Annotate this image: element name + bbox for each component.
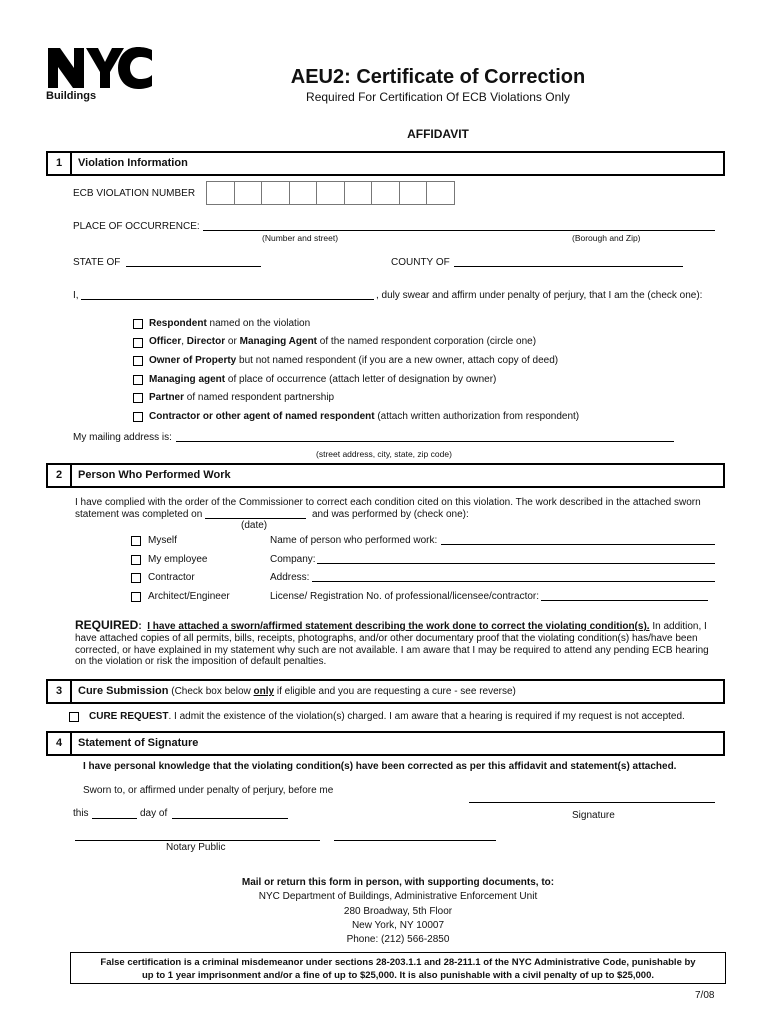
month-field[interactable] [172, 818, 288, 819]
who-contractor: Contractor [148, 572, 195, 583]
option-contractor-agent: Contractor or other agent of named respondent (attach written authorization from respondent) [149, 411, 580, 422]
version-label: 7/08 [695, 990, 715, 1001]
section-title: Person Who Performed Work [78, 469, 231, 481]
who-architect: Architect/Engineer [148, 591, 230, 602]
option-managing-agent: Managing agent of place of occurrence (attach letter of designation by owner) [149, 374, 497, 385]
place-field[interactable] [203, 230, 715, 231]
day-of-label: day of [140, 808, 168, 819]
mailing-label: My mailing address is: [73, 432, 172, 443]
mail-line-1: NYC Department of Buildings, Administrative Enforcement Unit [258, 891, 538, 902]
owner-checkbox[interactable] [133, 356, 143, 366]
performer-name-label: Name of person who performed work: [270, 535, 438, 546]
option-respondent: Respondent named on the violation [149, 318, 311, 329]
compliance-text-2a: statement was completed on [75, 509, 203, 520]
notice-line-1: False certification is a criminal misdemeanor under sections 28-203.1.1 and 28-211.1 of the NYC Administrative Code, punishable by [100, 957, 696, 968]
completion-date-field[interactable] [205, 518, 306, 519]
compliance-text-2b: and was performed by (check one): [312, 509, 469, 520]
digit-box[interactable] [426, 181, 455, 205]
section-1-header [46, 151, 725, 176]
digit-box[interactable] [316, 181, 345, 205]
false-certification-notice [70, 952, 726, 984]
logo-subtitle: Buildings [46, 90, 97, 102]
contractor-agent-checkbox[interactable] [133, 412, 143, 422]
sworn-statement: Sworn to, or affirmed under penalty of perjury, before me [83, 785, 334, 796]
digit-box[interactable] [289, 181, 318, 205]
company-field[interactable] [317, 563, 715, 564]
required-line-4: on the violation or risk the imposition of default penalties. [75, 656, 327, 667]
form-title: AEU2: Certificate of Correction [290, 66, 586, 88]
partner-checkbox[interactable] [133, 393, 143, 403]
digit-box[interactable] [371, 181, 400, 205]
mailing-field[interactable] [176, 441, 674, 442]
notary-date-field[interactable] [334, 840, 496, 841]
mail-heading: Mail or return this form in person, with supporting documents, to: [241, 877, 555, 888]
section-3-header [46, 679, 725, 704]
swear-text: , duly swear and affirm under penalty of perjury, that I am the (check one): [376, 290, 703, 301]
who-employee: My employee [148, 554, 208, 565]
address-field[interactable] [312, 581, 715, 582]
digit-box[interactable] [399, 181, 428, 205]
mailing-hint: (street address, city, state, zip code) [316, 449, 452, 459]
section-title: Statement of Signature [78, 737, 199, 749]
required-line-2: have attached copies of all permits, bills, receipts, photographs, and/or other documentary proof that the violating condition(s) has/have been [75, 633, 698, 644]
section-4-header [46, 731, 725, 756]
option-owner: Owner of Property but not named respondent (if you are a new owner, attach copy of deed) [149, 355, 559, 366]
notice-line-2: up to 1 year imprisonment and/or a fine of up to $25,000. It is also punishable with a civil penalty of up to $25,000. [141, 970, 655, 981]
architect-checkbox[interactable] [131, 592, 141, 602]
state-label: STATE OF [73, 257, 121, 268]
employee-checkbox[interactable] [131, 555, 141, 565]
section-number: 1 [48, 153, 72, 174]
contractor-checkbox[interactable] [131, 573, 141, 583]
mail-line-4: Phone: (212) 566-2850 [346, 934, 450, 945]
ecb-label: ECB VIOLATION NUMBER [73, 188, 196, 199]
license-field[interactable] [541, 600, 708, 601]
borough-zip-hint: (Borough and Zip) [572, 233, 641, 243]
digit-box[interactable] [206, 181, 235, 205]
cure-request-text: CURE REQUEST. I admit the existence of the violation(s) charged. I am aware that a hearing is required if my request is not accepted. [89, 711, 685, 722]
address-label: Address: [270, 572, 310, 583]
notary-field[interactable] [75, 840, 320, 841]
required-line-1: REQUIRED: I have attached a sworn/affirmed statement describing the work done to correct the violating condition(s). In addition, I [75, 618, 707, 632]
notary-label: Notary Public [166, 842, 226, 853]
county-field[interactable] [454, 266, 683, 267]
managing-agent-checkbox[interactable] [133, 375, 143, 385]
section-number: 4 [48, 733, 72, 754]
officer-checkbox[interactable] [133, 338, 143, 348]
affidavit-heading: AFFIDAVIT [407, 127, 469, 141]
county-label: COUNTY OF [391, 257, 450, 268]
state-field[interactable] [126, 266, 261, 267]
performer-name-field[interactable] [441, 544, 715, 545]
compliance-text-1: I have complied with the order of the Commissioner to correct each condition cited on this violation. The work described in the attached sworn [75, 497, 701, 508]
section-number: 3 [48, 681, 72, 702]
this-label: this [73, 808, 89, 819]
respondent-checkbox[interactable] [133, 319, 143, 329]
i-label: I, [73, 290, 79, 301]
section-title: Violation Information [78, 157, 188, 169]
mail-line-3: New York, NY 10007 [351, 920, 445, 931]
who-myself: Myself [148, 535, 177, 546]
form-subtitle: Required For Certification Of ECB Violations Only [306, 90, 570, 104]
section-number: 2 [48, 465, 72, 486]
required-line-3: corrected, or have explained in my statement why such are not available. I am aware that I may be required to attend any pending ECB hearing [75, 645, 709, 656]
company-label: Company: [270, 554, 316, 565]
day-field[interactable] [92, 818, 137, 819]
ecb-number-boxes[interactable] [207, 181, 455, 205]
section-title: Cure Submission (Check box below only if eligible and you are requesting a cure - see reverse) [78, 685, 516, 697]
signature-label: Signature [572, 810, 615, 821]
option-officer: Officer, Director or Managing Agent of the named respondent corporation (circle one) [149, 336, 537, 347]
section-2-header [46, 463, 725, 488]
mail-line-2: 280 Broadway, 5th Floor [343, 906, 453, 917]
digit-box[interactable] [234, 181, 263, 205]
cure-request-checkbox[interactable] [69, 712, 79, 722]
place-label: PLACE OF OCCURRENCE: [73, 221, 200, 232]
date-hint: (date) [241, 520, 268, 531]
number-street-hint: (Number and street) [262, 233, 339, 243]
digit-box[interactable] [344, 181, 373, 205]
name-field[interactable] [81, 299, 374, 300]
signature-field[interactable] [469, 802, 715, 803]
knowledge-statement: I have personal knowledge that the violating condition(s) have been corrected as per this affidavit and statement(s) attached. [83, 761, 677, 772]
digit-box[interactable] [261, 181, 290, 205]
nyc-logo [46, 44, 154, 92]
option-partner: Partner of named respondent partnership [149, 392, 335, 403]
license-label: License/ Registration No. of professional/licensee/contractor: [270, 591, 540, 602]
myself-checkbox[interactable] [131, 536, 141, 546]
